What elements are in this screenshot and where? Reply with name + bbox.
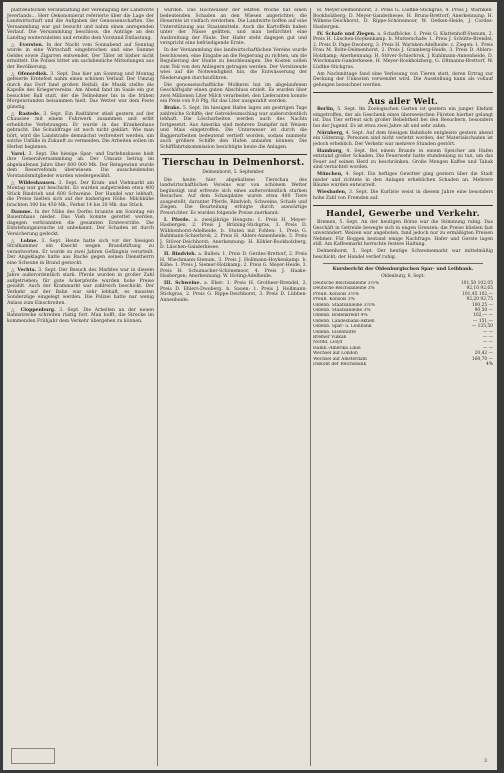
column-1 (7, 8, 154, 766)
stock-label: Deutsche Reichsanleihe 3½% (313, 281, 379, 286)
stock-ask: — (487, 356, 493, 362)
stock-ask: 102,05 (476, 281, 493, 286)
stock-value (483, 362, 493, 367)
stock-bid: 92,10 (466, 286, 480, 292)
stock-ask: 135,50 (476, 324, 493, 330)
stock-ask: — (487, 329, 493, 335)
stock-label: Preuß. Konsols 3½% (313, 291, 360, 297)
world-news-item: München, 4. Sept. Ein heftiges Gewitter ging gestern über die Stadt nieder und richtete in den Anlagen erheblichen Schaden an. Mehrere Bäume wurden entwurzelt. (313, 172, 493, 188)
news-paragraph: plattdeutschen Veranstaltung der Vereinigung der Landwirte Jeverlands... Herr Oekonomierat referierte über die Lage der Landwirtschaft und die Aufgaben der Genossenschaften. Die Versammlung war gut besucht und nahm einen anregenden Verlauf. Die Versammlung beschloss, die Anträge an den Landtag weiterzuleiten und erteilte dem Vorstand Entlastung. (7, 8, 154, 41)
stock-ask: 92,65 (479, 286, 493, 292)
stock-bid: 100,25 (471, 302, 488, 308)
stock-ask: 151,— (477, 318, 493, 324)
stock-bid: 92,20 (466, 297, 480, 303)
stock-label: Nordd. Lloyd (313, 340, 343, 346)
tierschau-intro: Die heute hier abgehaltene Tierschau des landwirtschaftlichen Vereins war von schönem Wetter begünstigt und erfreute sich eines außerordentlich starken Besuches. Auf dem Schauplatze waren etwa 400 Tiere ausgestellt, darunter Pferde, Rindvieh, Schweine, Schafe und Ziegen. Die Beurteilung erfolgte durch auswärtige Preisrichter. Es wurden folgende Preise zuerkannt: (160, 177, 307, 216)
column-rule-1 (157, 8, 158, 766)
prize-paragraph: II. Rindvieh. a. Bullen: 1. Preis D. Gerdes-Brettorf, 2. Preis H. Wiechmann-Stenum, 3. Preis J. Hollmann-Hoykenkamp. b. Kühe: 1. Preis J. Siemer-Holzkamp, 2. Preis G. Meyer-Heide, 3. Preis H. Schumacher-Schönemoor, 4. Preis J. Haake-Hasbergen; Anerkennung: W. Hoting-Adelheide. (160, 252, 307, 279)
news-paragraph: Die genossenschaftliche Molkerei hat im abgelaufenen Geschäftsjahr einen guten Abschluss erzielt. Es wurden über zwei Millionen Liter Milch verarbeitet; den Lieferanten konnte ein Preis von 9,8 Pfg. für das Liter ausgezahlt werden. (160, 82, 307, 104)
stock-bid: — (473, 318, 478, 324)
news-paragraph: IV. Schafe und Ziegen. a. Schafböcke: 1. Preis G. Klattenhoff-Stenum, 2. Preis H. Lüschen-Hoykenkamp. b. Mutterschafe: 1. Preis J. Schütte-Brendel, 2. Preis D. Pape-Dwoberg, 3. Preis H. Warnken-Adelheide. c. Ziegen: 1. Preis Frau M. Bolte-Delmenhorst, 2. Preis J. Gramberg-Heide, 3. Preis D. Ahlers-Holzkamp; Anerkennung: H. Stöver-Schierbrok, J. Kuhlmann-Annenheide, D. Wiechmann-Ganderkesee, H. Meyer-Bookholzberg, G. Oltmanns-Brettorf, W. Lüdtke-Stickgras. (313, 31, 493, 70)
news-paragraph: H. Meyer-Delmenhorst, 3. Preis G. Lüdtke-Stickgras, 4. Preis J. Warnken-Bookholzberg; D. Meyer-Ganderkesee, H. Bruns-Brettorf; Anerkennung: H. Wilkens-Deichhorst, D. Rippe-Schönemoor, W. Oetken-Heide, J. Cordes-Hasbergen. (313, 8, 493, 30)
stock-bid: 102,— (473, 313, 488, 319)
stock-ask: — (487, 308, 493, 314)
stock-label: Diskont der Reichsbank (313, 362, 367, 368)
stock-label: Oldenb. Bodenkredit 4% (313, 313, 368, 319)
news-paragraph: Brake. 5. Sept. Im hiesigen Hafen lagen am gestrigen Tage zahlreiche Schiffe; der Getreideumschlag war außerordentlich lebhaft. Die Löscharbeiten werden auch des Nachts fortgesetzt. Aus Amerika sind mehrere Dampfer mit Weizen und Mais eingetroffen. Die Unterweser ist durch die Baggerarbeiten bedeutend vertieft worden, sodass nunmehr auch größere Schiffe den Hafen anlaufen können. Die Schifffahrtskommission besichtigte heute die Anlagen. (160, 106, 307, 150)
world-news-item: Hamburg, 4. Sept. Bei einem Brande in einem Speicher am Hafen entstand großer Schaden. Die Feuerwehr hatte stundenlang zu tun, um das Feuer auf seinen Herd zu beschränken. Große Mengen Kaffee und Tabak sind vernichtet worden. (313, 148, 493, 170)
stock-bid: 168,70 (471, 356, 488, 362)
stock-label: Oldenb. Eisenhütte (313, 329, 356, 335)
stock-ask: 92,75 (479, 297, 493, 303)
stock-bid: — (482, 335, 488, 341)
news-paragraph: △ Ofenerdiek. 3. Sept. Das hier am Sonntag und Montag gefeierte Erntefest nahm einen schönen Verlauf. Der Umzug durch das Dorf fand großen Beifall; die Musik stellte die Kapelle des Kriegervereins. Am Abend fand im Saale ein gut besuchter Ball statt, der die Teilnehmer bis in die frühen Morgenstunden beisammen hielt. Das Wetter war dem Feste günstig. (7, 71, 154, 110)
stock-bid: 20,42 (474, 351, 488, 357)
tierschau-headline: Tierschau in Delmenhorst. (162, 158, 305, 168)
stock-table (313, 281, 493, 368)
stock-bid: — (482, 345, 488, 351)
stock-bid: 101,50 (460, 281, 477, 286)
stock-ask: — (487, 302, 493, 308)
news-paragraph: △ Wildeshausen. 3. Sept. Der Kram- und Viehmarkt am Montag war gut beschickt. Es wurden aufgetrieben etwa 400 Stück Rindvieh und 600 Schweine. Der Handel war lebhaft, die Preise hielten sich auf der bisherigen Höhe. Milchkühe brachten 300 bis 450 Mk., Ferkel 14 bis 20 Mk. das Stück. (7, 180, 154, 208)
stock-label: Oldenb. Landesbank-Aktien (313, 318, 375, 324)
table-divider (323, 263, 483, 264)
prize-paragraph: I. Pferde. a. zweijährige Hengste: 1. Preis H. Meyer-Hasbergen, 2. Preis J. Brüning-Stickgras, 3. Preis D. Wübbenhorst-Adelheide. b. Stuten mit Fohlen: 1. Preis G. Bahlmann-Schierbrok, 2. Preis H. Ahlers-Annenheide, 3. Preis J. Stöver-Deichhorst; Anerkennung: H. Köhler-Bookholzberg, D. Lüschen-Ganderkesee. (160, 217, 307, 250)
stock-label: Wechsel auf London (313, 351, 358, 357)
stock-ask: 102,— (477, 291, 493, 297)
stock-ask: — (487, 340, 493, 346)
stock-label: Deutsche Reichsanleihe 3% (313, 286, 375, 292)
news-paragraph: △ Vechta. 3. Sept. Der Besuch des Marktes war in diesem Jahre außerordentlich stark. Pferde wurden in großer Zahl aufgetrieben; für gute Ackerpferde wurden hohe Preise gezahlt. Auch der Krammarkt war zahlreich beschickt. Der Verkehr auf der Bahn war sehr lebhaft, es mussten Sonderzüge eingelegt werden. Die Polizei hatte nur wenig Anlass zum Einschreiten. (7, 267, 154, 306)
news-paragraph: wurden. Das Hochwasser der letzten Woche hat einen bedeutenden Schaden an den Wiesen angerichtet; die Heuernte ist vielfach verdorben. Die Landwirte hoffen auf eine Unterstützung aus Staatsmitteln. Auch die Kartoffeln haben unter der Nässe gelitten, und man befürchtet eine Ausbreitung der Fäule. Der Hafer steht dagegen gut und verspricht eine befriedigende Ernte. (160, 8, 307, 46)
stock-table-title: Kursbericht der Oldenburgischen Spar- und Leihbank. (332, 267, 474, 272)
stock-bid: — (482, 340, 488, 346)
stock-ask: — (487, 313, 493, 319)
stock-ask: — (487, 345, 493, 351)
stock-label: Wechsel auf Amsterdam (313, 356, 367, 362)
prize-paragraph: III. Schweine. a. Eber: 1. Preis H. Grotheer-Brendel, 2. Preis D. Ehlers-Dwoberg. b. Sauen: 1. Preis J. Hollmann-Stickgras, 2. Preis G. Rippe-Deichhorst, 3. Preis D. Lübben-Annenheide. (160, 281, 307, 303)
news-paragraph: In der Versammlung des landwirtschaftlichen Vereins wurde beschlossen, eine Eingabe an die Regierung zu richten, um die Regulierung der Hunte zu beschleunigen. Die Kosten sollen zum Teil von den Anliegern getragen werden. Der Vorsitzende wies auf die Notwendigkeit hin, die Entwässerung der Niederungen durchzuführen. (160, 48, 307, 81)
column-rule-2 (310, 8, 311, 766)
stock-bid: 101,45 (462, 291, 478, 297)
news-paragraph: △ Rastede. 3. Sept. Ein Radfahrer stieß gestern auf der Chaussee mit einem Fuhrwerk zusammen und erlitt erhebliche Verletzungen. Er wurde in das Krankenhaus gebracht. Die Schuldfrage ist noch nicht geklärt. Wie man hört, wird die Landstraße demnächst verbreitert werden, um solche Unfälle in Zukunft zu vermeiden. Die Arbeiten sollen im Herbst beginnen. (7, 111, 154, 150)
stock-bid: 90,50 (474, 308, 488, 314)
page-number: 3 (483, 758, 487, 764)
stock-label: Preuß. Konsols 3% (313, 297, 355, 303)
stock-label: Oldenb. Staatsanleihe 3½% (313, 302, 375, 308)
stock-ask: — (487, 335, 493, 341)
column-2 (160, 8, 307, 766)
stock-label: Hamb.-Amerika Linie (313, 345, 361, 351)
handel-headline: Handel, Gewerbe und Verkehr. (326, 209, 480, 219)
stock-label: Bremer Vulkan (313, 335, 347, 341)
section-divider (160, 154, 307, 155)
market-report: Delmenhorst, 5. Sept. Der heutige Schweinemarkt war mittelmäßig beschickt; der Handel verlief ruhig. (313, 249, 493, 260)
news-paragraph: △ Lohne. 3. Sept. Heute hatte sich vor der hiesigen Strafkammer ein Knecht wegen Brandstiftung zu verantworten. Er wurde zu zwei Jahren Gefängnis verurteilt. Der Angeklagte hatte aus Rache gegen seinen Dienstherrn eine Scheune in Brand gesteckt. (7, 238, 154, 266)
stock-table-dateline: Oldenburg, 6. Sept. (381, 273, 425, 279)
stock-bid: — (482, 329, 488, 335)
column-3 (313, 8, 493, 766)
news-paragraph: △ Cloppenburg. 3. Sept. Die Arbeiten an der neuen Bahnstrecke schreiten rüstig fort. Man hofft, die Strecke im kommenden Frühjahr dem Verkehr übergeben zu können. (7, 307, 154, 324)
stock-row (313, 362, 493, 367)
news-paragraph: Varel. 3. Sept. Die hiesige Spar- und Darlehnskasse hielt ihre Generalversammlung ab. Der Umsatz betrug im abgelaufenen Jahre über 600 000 Mk. Der Reingewinn wurde dem Reservefonds überwiesen. Die ausscheidenden Vorstandsmitglieder wurden wiedergewählt. (7, 151, 154, 179)
newspaper-page (3, 2, 497, 770)
news-paragraph: △ Eversten. In der Nacht vom Sonnabend auf Sonntag wurde in eine Wirtschaft eingebrochen und eine Summe Geldes sowie Zigarren entwendet. Der Täter ist bisher nicht ermittelt. Die Polizei bittet um sachdienliche Mitteilungen aus der Bevölkerung. (7, 42, 154, 70)
news-paragraph: Damme. In der Nähe des Dorfes brannte am Sonntag ein Bauernhaus nieder. Das Vieh konnte gerettet werden, dagegen verbrannten die gesamten Erntevorräte. Die Entstehungsursache ist unbekannt. Der Schaden ist durch Versicherung gedeckt. (7, 209, 154, 237)
stock-bid: — (471, 324, 477, 330)
stock-label: Oldenb. Spar- u. Leihbank (313, 324, 372, 330)
market-report: Bremen, 5. Sept. An der heutigen Börse war die Stimmung ruhig. Das Geschäft in Getreide bewegte sich in engen Grenzen; die Preise blieben fast unverändert. Weizen war angeboten, fand jedoch nur zu ermäßigten Preisen Nehmer. Für Roggen bestand einige Nachfrage. Hafer und Gerste lagen still. Am Kaffeemarkt herrschte festere Haltung. (313, 220, 493, 247)
news-paragraph: Am Nachmittage fand eine Verlosung von Tieren statt, deren Ertrag zur Deckung der Unkosten verwendet wird. Die Ausstellung kann als vollauf gelungen bezeichnet werden. (313, 71, 493, 88)
tierschau-dateline: Delmenhorst, 5. September. (202, 170, 265, 175)
stock-label: Oldenb. Staatsanleihe 3% (313, 308, 371, 314)
world-news-item: Berlin, 5. Sept. Im Zoologischen Garten ist gestern ein junger Elefant eingetroffen, der als Geschenk eines überseeischen Fürsten hierher gelangt ist. Das Tier erfreut sich großer Beliebtheit bei den Besuchern, besonders bei der Jugend. Es ist etwa zwei Jahre alt und sehr zahm. (313, 107, 493, 129)
section-divider (313, 92, 493, 93)
stock-bid: 4% (486, 362, 493, 368)
aus-aller-welt-headline: Aus aller Welt. (367, 96, 439, 106)
world-news-item: Nürnberg, 4. Sept. Auf dem hiesigen Bahnhofe entgleiste gestern abend ein Güterzug. Personen sind nicht verletzt worden; der Materialschaden ist jedoch erheblich. Der Verkehr war mehrere Stunden gestört. (313, 130, 493, 147)
section-divider (313, 205, 493, 206)
library-stamp (11, 748, 55, 764)
world-news-item: Wiesbaden, 3. Sept. Die Kurliste weist in diesem Jahre eine besonders hohe Zahl von Fremden auf. (313, 190, 493, 201)
stock-ask: — (487, 351, 493, 357)
